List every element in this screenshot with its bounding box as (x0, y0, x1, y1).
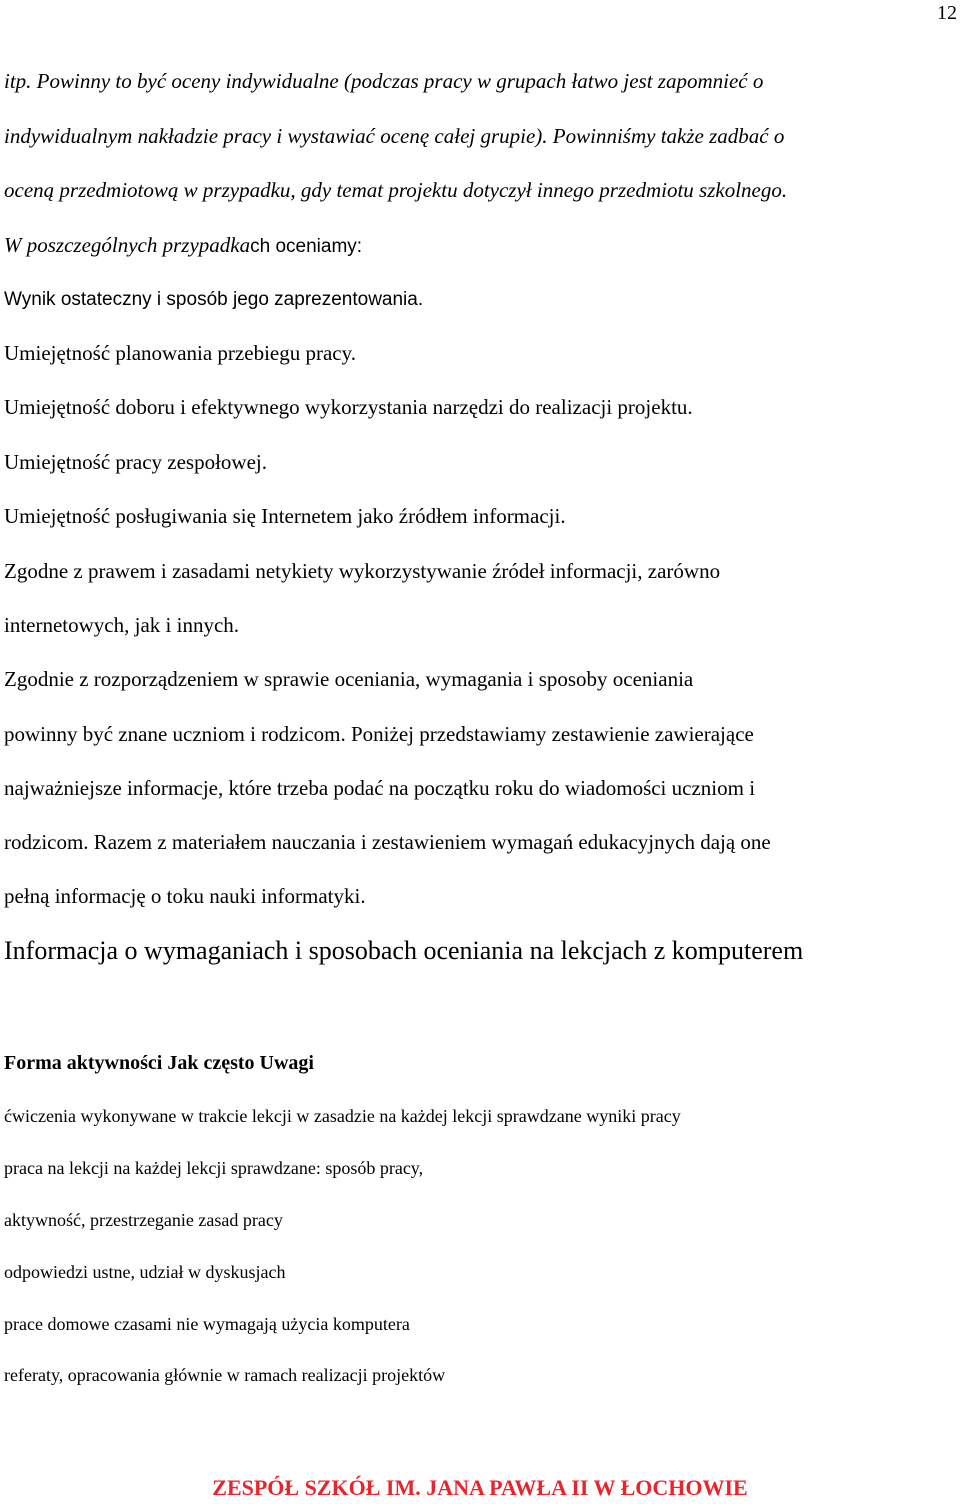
page-number: 12 (937, 2, 957, 24)
assessment-item-planning: Umiejętność planowania przebiegu pracy. (4, 341, 356, 365)
table-header: Forma aktywności Jak często Uwagi (4, 1052, 314, 1074)
paragraph-line-2: powinny być znane uczniom i rodzicom. Poniżej przedstawiamy zestawienie zawierające (4, 722, 754, 746)
intro-line-2: indywidualnym nakładzie pracy i wystawiać ocenę całej grupie). Powinniśmy także zadbać o (4, 124, 785, 148)
table-row: praca na lekcji na każdej lekcji sprawdzane: sposób pracy, (4, 1158, 424, 1178)
table-row: aktywność, przestrzeganie zasad pracy (4, 1210, 283, 1230)
assessment-item-result: Wynik ostateczny i sposób jego zaprezentowania. (4, 289, 424, 310)
section-heading: Informacja o wymaganiach i sposobach oceniania na lekcjach z komputerem (4, 936, 804, 965)
assessment-intro-italic: W poszczególnych przypadka (4, 233, 251, 257)
paragraph-line-1: Zgodnie z rozporządzeniem w sprawie oceniania, wymagania i sposoby oceniania (4, 667, 694, 691)
assessment-item-internet: Umiejętność posługiwania się Internetem jako źródłem informacji. (4, 504, 566, 528)
paragraph-line-5: pełną informację o toku nauki informatyki. (4, 884, 366, 908)
assessment-item-sources-1: Zgodne z prawem i zasadami netykiety wykorzystywanie źródeł informacji, zarówno (4, 559, 721, 583)
footer-school-name: ZESPÓŁ SZKÓŁ IM. JANA PAWŁA II W ŁOCHOWIE (212, 1475, 748, 1500)
assessment-item-teamwork: Umiejętność pracy zespołowej. (4, 450, 267, 474)
table-row: prace domowe czasami nie wymagają użycia komputera (4, 1314, 410, 1334)
assessment-intro (4, 235, 362, 256)
table-row: referaty, opracowania głównie w ramach realizacji projektów (4, 1365, 446, 1385)
assessment-item-tools: Umiejętność doboru i efektywnego wykorzystania narzędzi do realizacji projektu. (4, 395, 693, 419)
paragraph-line-4: rodzicom. Razem z materiałem nauczania i zestawieniem wymagań edukacyjnych dają one (4, 830, 771, 854)
assessment-item-sources-2: internetowych, jak i innych. (4, 613, 240, 637)
table-row: ćwiczenia wykonywane w trakcie lekcji w zasadzie na każdej lekcji sprawdzane wyniki pracy (4, 1106, 681, 1126)
intro-line-3: oceną przedmiotową w przypadku, gdy temat projektu dotyczył innego przedmiotu szkolnego. (4, 178, 788, 202)
table-row: odpowiedzi ustne, udział w dyskusjach (4, 1262, 286, 1282)
paragraph-line-3: najważniejsze informacje, które trzeba podać na początku roku do wiadomości uczniom i (4, 776, 756, 800)
assessment-intro-rest: ch oceniamy: (250, 236, 363, 257)
intro-line-1: itp. Powinny to być oceny indywidualne (podczas pracy w grupach łatwo jest zapomnieć o (4, 69, 764, 93)
